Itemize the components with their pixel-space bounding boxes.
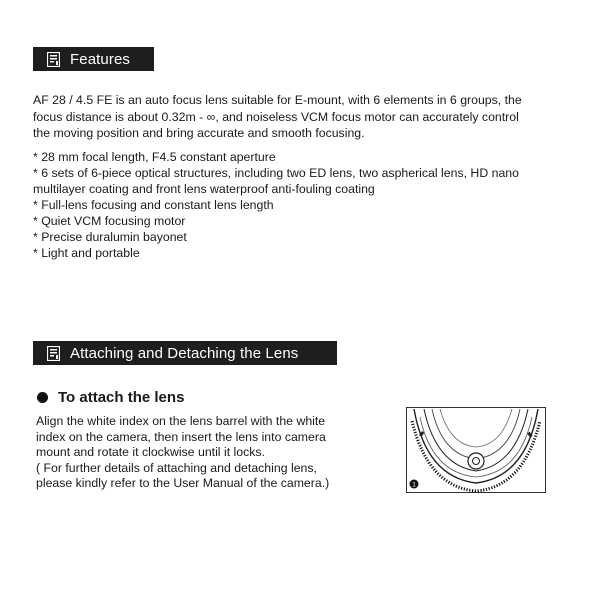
attach-subtitle-label: To attach the lens (58, 389, 185, 406)
feature-bullet: * Precise duralumin bayonet (33, 230, 187, 244)
feature-bullet: * 28 mm focal length, F4.5 constant aperture (33, 150, 276, 164)
attach-line: Align the white index on the lens barrel with the white (36, 414, 326, 428)
features-header-label: Features (70, 50, 130, 68)
attach-line: index on the camera, then insert the lens into camera (36, 429, 326, 444)
attaching-header-label: Attaching and Detaching the Lens (70, 344, 299, 362)
manual-book-icon (47, 346, 60, 361)
manual-book-icon (47, 52, 60, 67)
attach-line: mount and rotate it clockwise until it locks. (36, 445, 265, 459)
attaching-section-header (33, 341, 337, 365)
figure-number-label: 1 (412, 481, 416, 489)
bullet-dot-icon (37, 392, 48, 403)
attach-subtitle (37, 389, 184, 406)
attach-instructions (36, 414, 376, 492)
features-section-header (33, 47, 154, 71)
feature-bullet: * Light and portable (33, 246, 140, 260)
attach-line: please kindly refer to the User Manual of the camera.) (36, 476, 330, 490)
features-bullet-list (33, 149, 533, 261)
lens-mount-illustration (406, 407, 546, 493)
feature-bullet: * 6 sets of 6-piece optical structures, including two ED lens, two aspherical lens, HD nano multilayer coating and front lens waterproof anti-fouling coating (33, 166, 519, 196)
feature-bullet: * Quiet VCM focusing motor (33, 214, 186, 228)
feature-bullet: * Full-lens focusing and constant lens length (33, 198, 274, 212)
attach-line: ( For further details of attaching and detaching lens, (36, 460, 317, 475)
features-intro-text: AF 28 / 4.5 FE is an auto focus lens suitable for E-mount, with 6 elements in 6 groups, the focus distance is about 0.32m - ∞, and noiseless VCM focus motor can accurately control the moving position and bring accurate and smooth focusing. (33, 93, 522, 140)
white-index-marker (468, 453, 484, 469)
